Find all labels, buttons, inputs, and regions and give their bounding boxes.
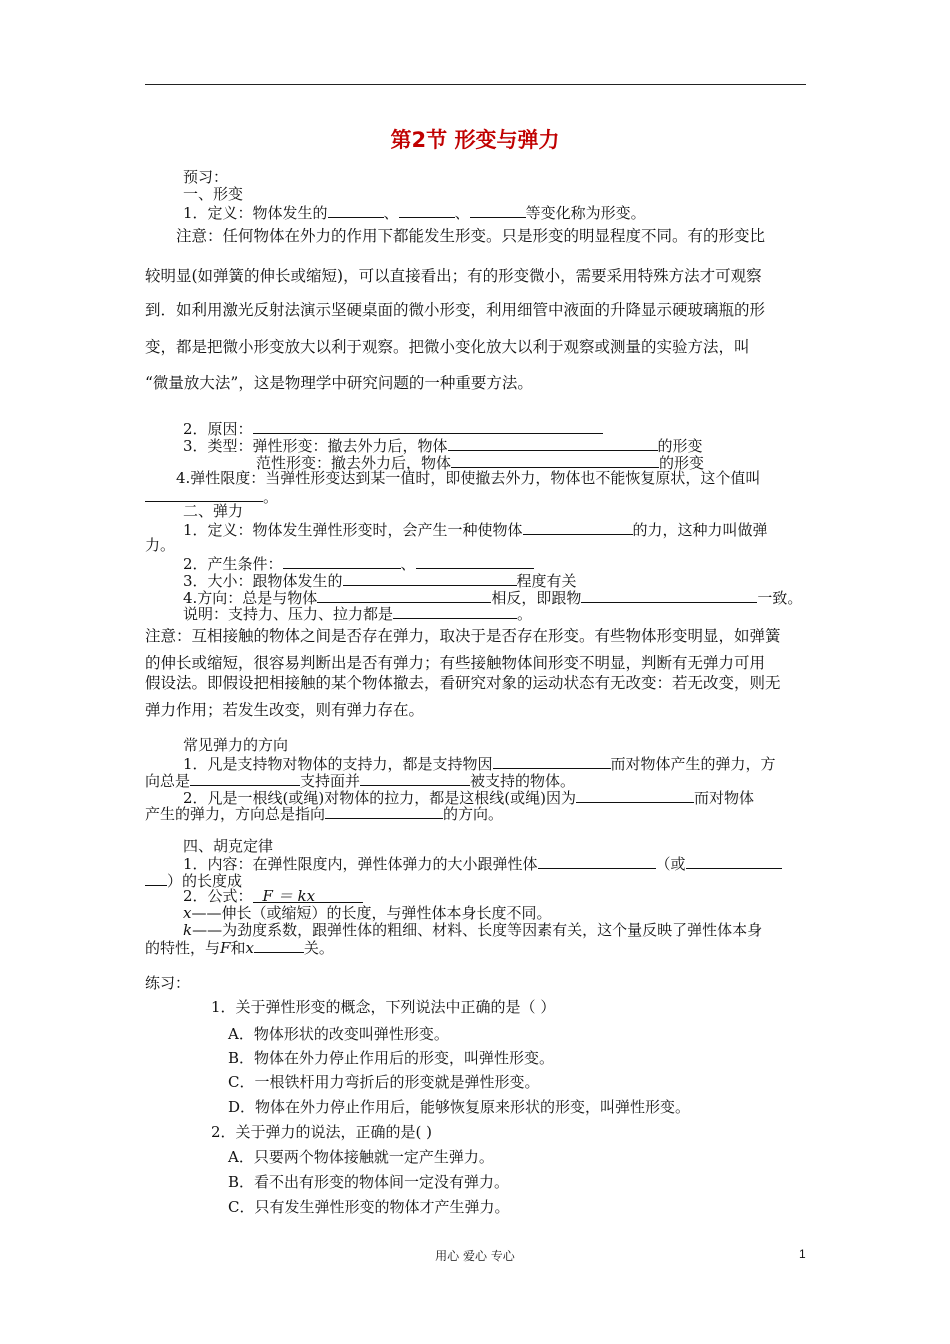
note2-paragraph: 假设法。即假设把相接触的某个物体撤去，看研究对象的运动状态有无改变：若无改变，则无 <box>145 674 781 692</box>
note-paragraph: 到．如利用激光反射法演示坚硬桌面的微小形变，利用细管中液面的升降显示硬玻璃瓶的形 <box>145 301 766 319</box>
text: （或 <box>655 855 686 873</box>
note-paragraph: “微量放大法”，这是物理学中研究问题的一种重要方法。 <box>145 374 533 392</box>
text: 、 <box>400 555 416 573</box>
q1-option-d: D．物体在外力停止作用后，能够恢复原来形状的形变，叫弹性形变。 <box>228 1098 691 1116</box>
text: 1．定义：物体发生的 <box>183 204 328 222</box>
q1-option-c: C．一根铁杆用力弯折后的形变就是弹性形变。 <box>228 1073 540 1091</box>
text: 说明：支持力、压力、拉力都是 <box>183 605 394 623</box>
text: 1．内容：在弹性限度内，弹性体弹力的大小跟弹性体 <box>183 855 538 873</box>
header-rule <box>145 84 806 85</box>
blank <box>283 554 401 569</box>
note-paragraph: 较明显(如弹簧的伸长或缩短)，可以直接看出；有的形变微小，需要采用特殊方法才可观察 <box>145 267 762 285</box>
text: 2．产生条件： <box>183 555 283 573</box>
note-paragraph: 注意：任何物体在外力的作用下都能发生形变。只是形变的明显程度不同。有的形变比 <box>176 227 766 245</box>
blank <box>360 771 470 786</box>
k-explain-line <box>183 922 762 939</box>
text: 被支持的物体。 <box>470 772 576 790</box>
text: 向总是 <box>145 772 191 790</box>
k-explain-end <box>145 938 334 957</box>
text: 的力，这种力叫做弹 <box>632 521 768 539</box>
page-title: 第2节 形变与弹力 <box>390 128 560 152</box>
text: 的形变 <box>657 437 703 455</box>
blank <box>190 771 300 786</box>
text: F <box>220 939 231 957</box>
blank <box>343 571 517 586</box>
limit-line: 4.弹性限度：当弹性形变达到某一值时，即使撤去外力，物体也不能恢复原状，这个值叫 <box>176 469 761 487</box>
blank <box>399 203 455 218</box>
blank <box>470 203 526 218</box>
text: 的形变 <box>659 454 705 472</box>
q2-option-c: C．只有发生弹性形变的物体才产生弹力。 <box>228 1198 510 1216</box>
q1-option-b: B．物体在外力停止作用后的形变，叫弹性形变。 <box>228 1049 555 1067</box>
force-definition-line <box>183 520 768 539</box>
blank <box>254 938 304 953</box>
text: 相反，即跟物 <box>491 589 582 607</box>
page-number: 1 <box>799 1247 806 1261</box>
hooke-content-line <box>183 854 782 873</box>
text: 而对物体 <box>693 789 754 807</box>
section-elastic-force: 二、弹力 <box>183 502 244 520</box>
blank <box>253 419 603 434</box>
text: x <box>245 939 254 957</box>
text: 等变化称为形变。 <box>525 204 646 222</box>
common-2-line <box>145 804 503 823</box>
footer-text: 用心 爱心 专心 <box>435 1249 515 1263</box>
text: 关。 <box>303 939 334 957</box>
q2-option-a: A．只要两个物体接触就一定产生弹力。 <box>228 1148 494 1166</box>
note2-paragraph: 注意：互相接触的物体之间是否存在弹力，取决于是否存在形变。有些物体形变明显，如弹簧 <box>145 627 781 645</box>
q1-option-a: A．物体形状的改变叫弹性形变。 <box>228 1025 449 1043</box>
practice-heading: 练习： <box>145 974 191 992</box>
text: 、 <box>454 204 470 222</box>
blank <box>448 436 658 451</box>
blank <box>581 588 757 603</box>
text: ——为劲度系数，跟弹性体的粗细、材料、长度等因素有关，这个量反映了弹性体本身 <box>192 921 763 939</box>
question-1: 1．关于弹性形变的概念，下列说法中正确的是（ ） <box>211 998 556 1016</box>
blank <box>576 788 694 803</box>
text: 。 <box>263 488 279 506</box>
section-hooke: 四、胡克定律 <box>183 837 274 855</box>
text: 和 <box>230 939 246 957</box>
blank <box>451 453 659 468</box>
text: 程度有关 <box>516 572 577 590</box>
blank <box>393 604 517 619</box>
text: ）的长度成 <box>167 872 243 890</box>
blank <box>686 854 782 869</box>
text: 的方向。 <box>443 805 504 823</box>
text: 的特性，与 <box>145 939 221 957</box>
common-heading: 常见弹力的方向 <box>183 736 289 754</box>
blank <box>145 487 263 502</box>
text: x <box>183 904 192 922</box>
definition-line <box>183 203 646 222</box>
text: 2．公式： <box>183 887 253 905</box>
text: 支持面并 <box>300 772 361 790</box>
text: 1．凡是支持物对物体的支持力，都是支持物因 <box>183 755 493 773</box>
text: 产生的弹力，方向总是指向 <box>145 805 326 823</box>
formula-line <box>183 888 363 905</box>
text: 3．大小：跟物体发生的 <box>183 572 343 590</box>
text: k <box>183 921 193 939</box>
preview-heading: 预习： <box>183 168 229 186</box>
blank <box>325 804 443 819</box>
text: 一致。 <box>757 589 803 607</box>
explain-line <box>183 604 532 623</box>
text: 4.方向：总是与物体 <box>183 589 318 607</box>
note-paragraph: 变，都是把微小形变放大以利于观察。把微小变化放大以利于观察或测量的实验方法，叫 <box>145 338 750 356</box>
text: 3．类型：弹性形变：撤去外力后，物体 <box>183 437 448 455</box>
blank <box>416 554 534 569</box>
text: 2．原因： <box>183 420 253 438</box>
text: 、 <box>383 204 399 222</box>
blank <box>538 854 656 869</box>
blank <box>145 871 167 886</box>
force-definition-end: 力。 <box>145 536 176 554</box>
text: 范性形变：撤去外力后，物体 <box>256 454 452 472</box>
text: 1．定义：物体发生弹性形变时，会产生一种使物体 <box>183 521 523 539</box>
section-deformation: 一、形变 <box>183 185 244 203</box>
q2-option-b: B．看不出有形变的物体间一定没有弹力。 <box>228 1173 510 1191</box>
text: 而对物体产生的弹力，方 <box>610 755 776 773</box>
hooke-formula: F ＝ kx <box>253 888 363 903</box>
note2-paragraph: 的伸长或缩短，很容易判断出是否有弹力；有些接触物体间形变不明显，判断有无弹力可用 <box>145 654 766 672</box>
text: 2．凡是一根线(或绳)对物体的拉力，都是这根线(或绳)因为 <box>183 789 576 807</box>
text: ——伸长（或缩短）的长度，与弹性体本身长度不同。 <box>191 904 552 922</box>
blank <box>328 203 384 218</box>
blank <box>317 588 491 603</box>
text: 。 <box>517 605 533 623</box>
blank <box>523 520 633 535</box>
x-explain-line <box>183 905 551 922</box>
note2-paragraph: 弹力作用；若发生改变，则有弹力存在。 <box>145 701 425 719</box>
question-2: 2．关于弹力的说法，正确的是( ) <box>211 1123 433 1141</box>
blank <box>493 754 611 769</box>
